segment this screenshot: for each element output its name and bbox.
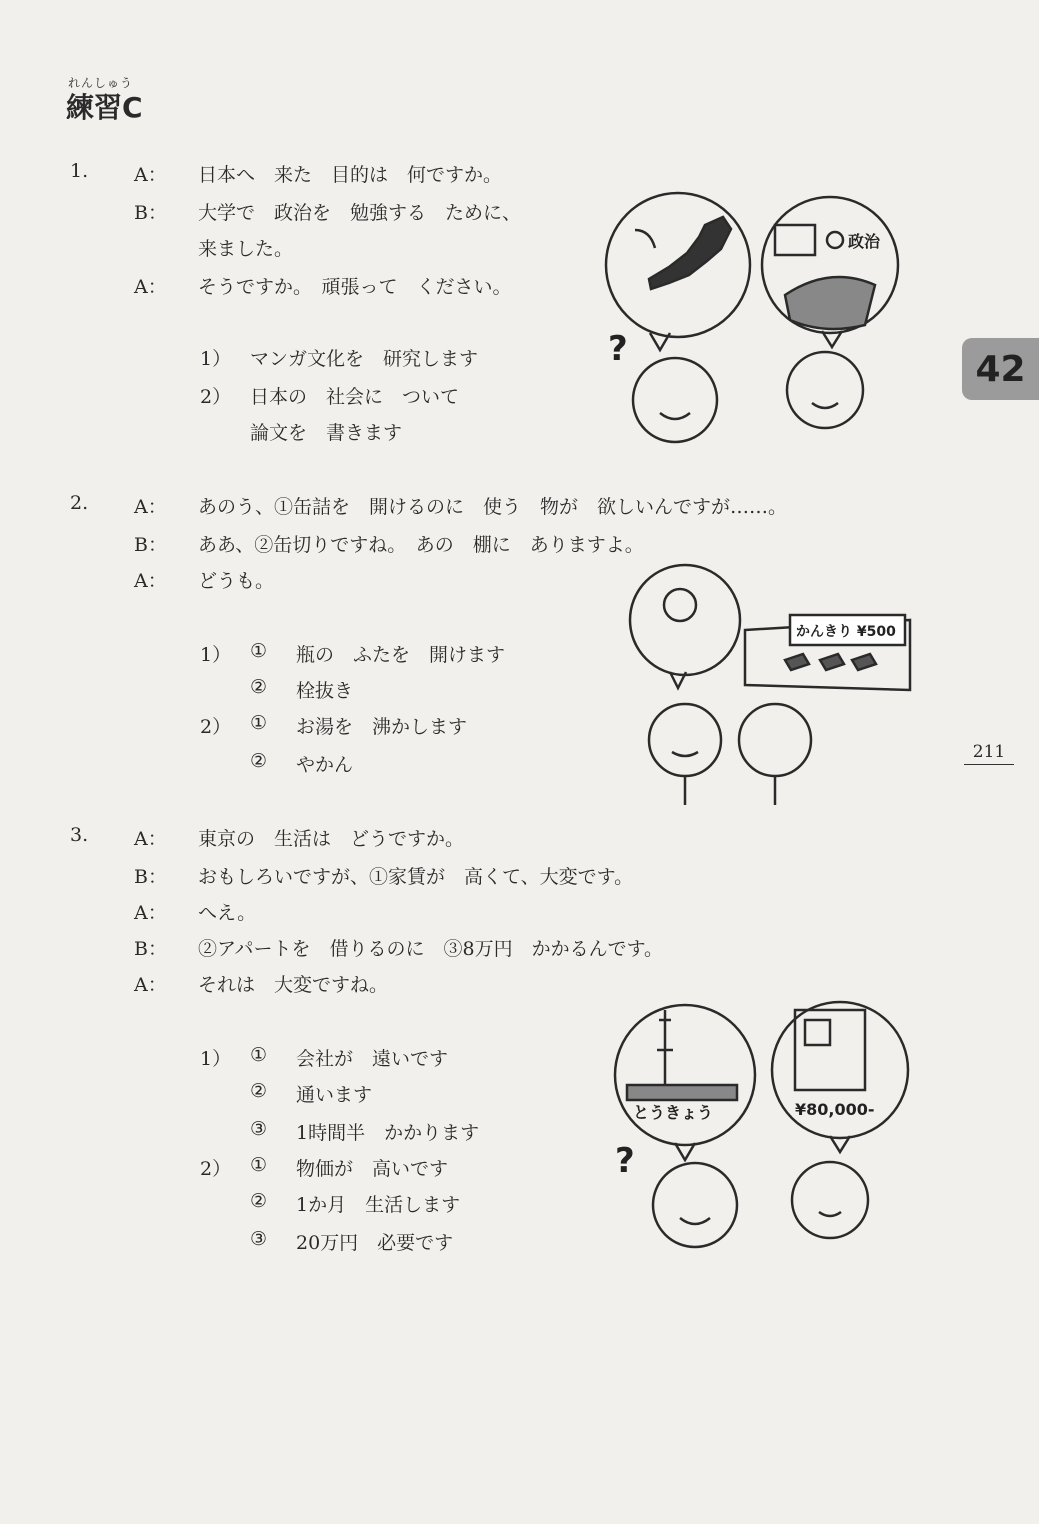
city-bubble xyxy=(615,1005,755,1145)
dialog-speaker: A： xyxy=(134,828,167,850)
dialog-line: へえ。 xyxy=(198,902,257,924)
circled-number: ③ xyxy=(250,1118,268,1140)
dialog-speaker: A： xyxy=(134,276,167,298)
sub-item: 1か月 生活します xyxy=(296,1194,461,1216)
page-title: 練習C xyxy=(66,91,143,124)
can-icon xyxy=(664,589,696,621)
dialog-line: おもしろいですが、①家賃が 高くて、大変です。 xyxy=(198,866,634,888)
face-icon xyxy=(787,352,863,428)
sub-item: お湯を 沸かします xyxy=(296,716,468,738)
face-icon xyxy=(649,704,721,776)
city-label: とうきょう xyxy=(633,1103,714,1122)
teacher-icon xyxy=(827,232,843,248)
circled-number: ① xyxy=(250,1154,268,1176)
dialog-line: ②アパートを 借りるのに ③8万円 かかるんです。 xyxy=(198,938,664,960)
skyline-icon xyxy=(627,1085,737,1100)
dialog-speaker: A： xyxy=(134,164,167,186)
sub-item: 会社が 遠いです xyxy=(296,1048,449,1070)
face-icon xyxy=(739,704,811,776)
dialog-line: 来ました。 xyxy=(198,238,294,260)
dialog-line: あのう、①缶詰を 開けるのに 使う 物が 欲しいんですが……。 xyxy=(198,496,788,518)
circled-number: ② xyxy=(250,750,268,772)
chapter-tab: 42 xyxy=(962,338,1039,400)
bubble-label: 政治 xyxy=(848,232,881,251)
question-mark-icon: ? xyxy=(615,1141,635,1181)
sub-item: 20万円 必要です xyxy=(296,1232,454,1254)
sub-item: 1時間半 かかります xyxy=(296,1122,480,1144)
question-mark-icon: ? xyxy=(608,329,628,369)
dialog-line: 東京の 生活は どうですか。 xyxy=(198,828,465,850)
sub-label: 2） xyxy=(200,386,232,408)
exercise-1-number: 1. xyxy=(70,160,89,182)
sub-label: 1） xyxy=(200,644,232,666)
dialog-line: ああ、②缶切りですね。 あの 棚に ありますよ。 xyxy=(198,534,644,556)
can-opener-icon xyxy=(785,654,876,670)
sub-label: 2） xyxy=(200,716,232,738)
circled-number: ③ xyxy=(250,1228,268,1250)
exercise-3-number: 3. xyxy=(70,824,89,846)
illustration-1 xyxy=(600,185,920,455)
illustration-3 xyxy=(605,990,925,1260)
face-icon xyxy=(792,1162,868,1238)
sub-item: 通います xyxy=(296,1084,373,1106)
illustration-2 xyxy=(620,560,920,810)
dialog-line: 日本へ 来た 目的は 何ですか。 xyxy=(198,164,503,186)
sub-label: 1） xyxy=(200,1048,232,1070)
price-label: ¥80,000- xyxy=(795,1100,875,1119)
dialog-speaker: B： xyxy=(134,866,167,888)
face-mouth xyxy=(660,413,690,419)
sub-item: やかん xyxy=(296,754,354,776)
sub-item: 論文を 書きます xyxy=(250,422,403,444)
sub-item: 日本の 社会に ついて xyxy=(250,386,460,408)
circled-number: ② xyxy=(250,1080,268,1102)
sub-label: 1） xyxy=(200,348,232,370)
sub-item: 瓶の ふたを 開けます xyxy=(296,644,506,666)
sub-label: 2） xyxy=(200,1158,232,1180)
title-ruby: れんしゅう xyxy=(68,76,134,90)
circled-number: ① xyxy=(250,1044,268,1066)
dialog-line: どうも。 xyxy=(198,570,275,592)
circled-number: ① xyxy=(250,712,268,734)
dialog-speaker: B： xyxy=(134,938,167,960)
japan-map-icon xyxy=(649,217,731,289)
tower-icon xyxy=(657,1010,673,1085)
dialog-speaker: B： xyxy=(134,202,167,224)
face-icon xyxy=(653,1163,737,1247)
whiteboard-icon xyxy=(775,225,815,255)
sub-item: マンガ文化を 研究します xyxy=(250,348,479,370)
exercise-2-number: 2. xyxy=(70,492,89,514)
face-icon xyxy=(633,358,717,442)
dialog-speaker: B： xyxy=(134,534,167,556)
dialog-line: そうですか。 頑張って ください。 xyxy=(198,276,512,298)
circled-number: ② xyxy=(250,676,268,698)
dialog-speaker: A： xyxy=(134,902,167,924)
dialog-speaker: A： xyxy=(134,570,167,592)
circled-number: ① xyxy=(250,640,268,662)
students-icon xyxy=(785,277,875,329)
dialog-speaker: A： xyxy=(134,496,167,518)
dialog-line: 大学で 政治を 勉強する ために、 xyxy=(198,202,522,224)
sub-item: 物価が 高いです xyxy=(296,1158,449,1180)
dialog-line: それは 大変ですね。 xyxy=(198,974,389,996)
arrow-icon xyxy=(635,230,655,248)
circled-number: ② xyxy=(250,1190,268,1212)
price-sign-text: かんきり ¥500 xyxy=(796,624,896,640)
sub-item: 栓抜き xyxy=(296,680,354,702)
page-number: 211 xyxy=(964,742,1014,765)
dialog-speaker: A： xyxy=(134,974,167,996)
